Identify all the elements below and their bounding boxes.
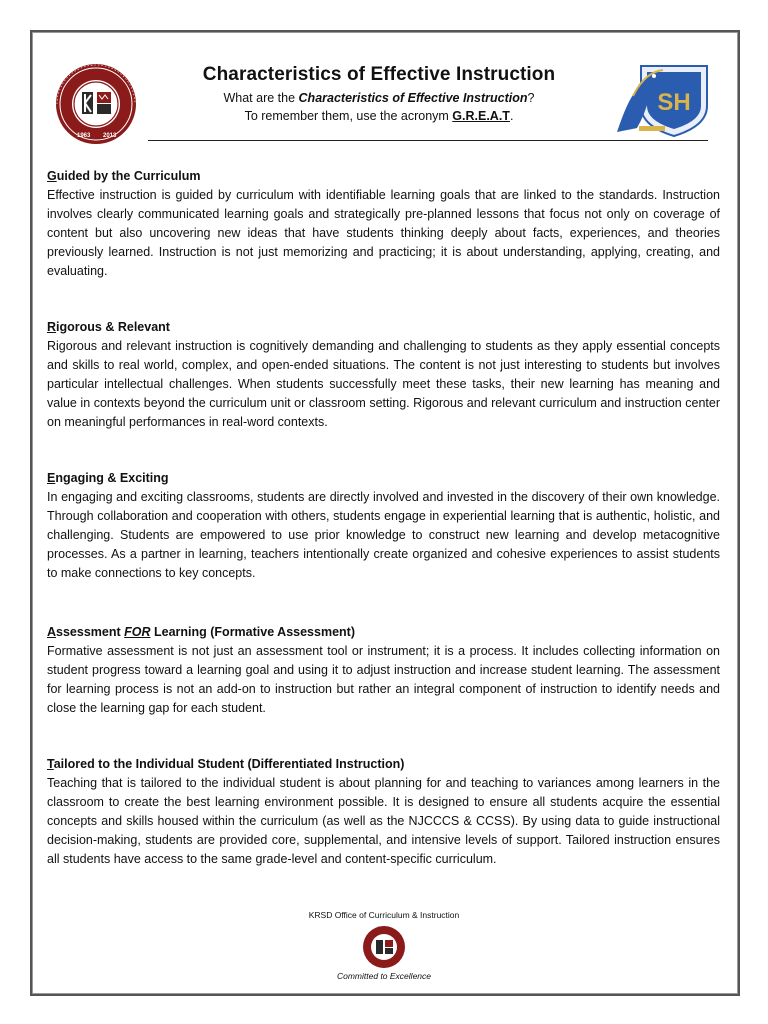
svg-text:2013: 2013 <box>103 133 117 139</box>
office-name: KRSD Office of Curriculum & Instruction <box>308 910 460 920</box>
section-text: Formative assessment is not just an assessment tool or instrument; it is a process. It includes collecting information on student progress toward a learning goal and using it to adjust instruction and increase student learning. The assessment for learning process is not an add-on to instruction but rather an integral component of instruction to identify needs and close the learning gap for each student. <box>47 644 720 715</box>
footer-seal-logo <box>362 925 406 969</box>
acronym: G.R.E.A.T <box>452 109 510 123</box>
document-body <box>47 167 720 906</box>
tagline: Committed to Excellence <box>336 971 431 981</box>
section-guided <box>47 167 720 281</box>
header-divider <box>148 140 708 141</box>
section-engaging <box>47 469 720 583</box>
subtitle: What are the Characteristics of Effective Instruction? To remember them, use the acronym G.R.E.A.T. <box>223 91 535 123</box>
section-heading: Engaging & Exciting <box>47 471 169 485</box>
school-shield-logo <box>611 62 719 138</box>
section-heading: Guided by the Curriculum <box>47 169 201 183</box>
section-rigorous <box>47 318 720 432</box>
section-text: In engaging and exciting classrooms, students are directly involved and invested in the discovery of their own knowledge. Through collaboration and cooperation with others, students engage in experiential learning that is authentic, holistic, and challenging. Students are empowered to use prior knowledge to construct new learning and develop metacognitive processes. As a partner in learning, teachers intentionally create organized and cohesive experiences to assist students to make connections to key concepts. <box>47 490 720 580</box>
footer <box>234 910 534 981</box>
section-heading: Tailored to the Individual Student (Differentiated Instruction) <box>47 757 405 771</box>
section-assessment <box>47 623 720 718</box>
svg-text:1963: 1963 <box>77 133 91 139</box>
section-tailored <box>47 755 720 869</box>
section-text: Effective instruction is guided by curriculum with identifiable learning goals that are linked to the standards. Instruction involves clearly communicated learning goals and strategically pre-planned lessons that focus not only on coverage of content but also uncovering new ideas that have students thinking deeply about facts, experiences, and theories previously learned. Instruction is not just memorizing and practicing; it is about understanding, applying, creating, and evaluating. <box>47 188 720 278</box>
section-text: Teaching that is tailored to the individual student is about planning for and teaching to variances among learners in the classroom to create the best learning environment possible. It is designed to ensure all students acquire the essential concepts and skills housed within the curriculum (as well as the NJCCCS & CCSS). By using data to guide instructional decision-making, students are provided core, supplemental, and intensive levels of support. Tailored instruction ensures all students have access to the same grade-level and content-specific curriculum. <box>47 776 720 866</box>
section-heading: Rigorous & Relevant <box>47 320 170 334</box>
document-header <box>150 64 608 125</box>
district-seal-logo <box>47 62 145 146</box>
section-heading: Assessment FOR Learning (Formative Assessment) <box>47 625 355 639</box>
page-title: Characteristics of Effective Instruction <box>202 64 556 85</box>
section-text: Rigorous and relevant instruction is cognitively demanding and challenging to students as they apply essential concepts and skills to real world, complex, and open-ended situations. The content is not just interesting to students but involves particular intellectual challenges. When students successfully meet these tasks, their new learning has meaning and value in contexts beyond the curriculum unit or classroom setting. Rigorous and relevant curriculum and instruction center on meaningful performances in real-word contexts. <box>47 339 720 429</box>
svg-text:SH: SH <box>657 89 691 116</box>
